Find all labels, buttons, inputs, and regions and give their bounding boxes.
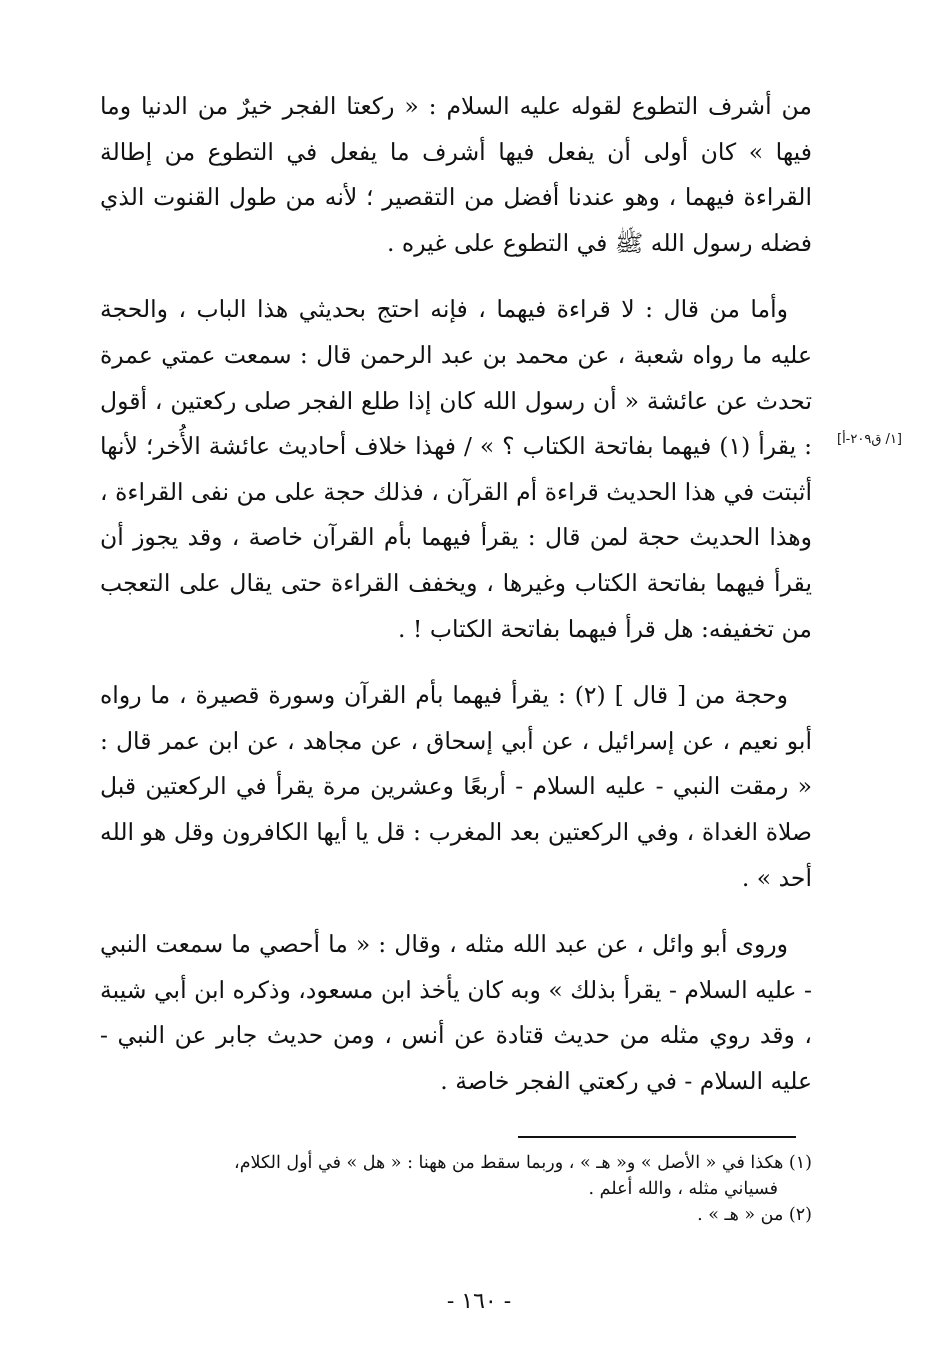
footnotes	[100, 1150, 812, 1228]
footnote-1: (١) هكذا في « الأصل » و« هـ » ، وربما سقط من ههنا : « هل » في أول الكلام،	[234, 1153, 812, 1173]
paragraph-1: من أشرف التطوع لقوله عليه السلام : « ركعتا الفجر خيرٌ من الدنيا وما فيها » كان أولى أن يفعل فيها أشرف ما يفعل في التطوع من إطالة القراءة فيهما ، وهو عندنا أفضل من التقصير ؛ لأنه من طول القنوت الذي فضله رسول الله ﷺ في التطوع على غيره .	[100, 92, 812, 257]
paragraph-2: وأما من قال : لا قراءة فيهما ، فإنه احتج بحديثي هذا الباب ، والحجة عليه ما رواه شعبة ، عن محمد بن عبد الرحمن قال : سمعت عمتي عمرة تحدث عن عائشة « أن رسول الله كان إذا طلع الفجر صلى ركعتين ، أقول : يقرأ (١) فيهما بفاتحة الكتاب ؟ » / فهذا خلاف أحاديث عائشة الأُخر؛ لأنها أثبتت في هذا الحديث قراءة أم القرآن ، فذلك حجة على من نفى القراءة ، وهذا الحديث حجة لمن قال : يقرأ فيهما بأم القرآن خاصة ، وقد يجوز أن يقرأ فيهما بفاتحة الكتاب وغيرها ، ويخفف القراءة حتى يقال على التعجب من تخفيفه: هل قرأ فيهما بفاتحة الكتاب ! .	[100, 295, 813, 643]
footnote-2: (٢) من « هـ » .	[697, 1205, 812, 1225]
page-number: - ١٦٠ -	[446, 1289, 512, 1314]
manuscript-folio-reference: [١/ ق٢٠٩-أ]	[837, 432, 902, 447]
paragraph-3: وحجة من [ قال ] (٢) : يقرأ فيهما بأم القرآن وسورة قصيرة ، ما رواه أبو نعيم ، عن إسرائيل ، عن أبي إسحاق ، عن مجاهد ، عن ابن عمر قال : « رمقت النبي - عليه السلام - أربعًا وعشرين مرة يقرأ في الركعتين قبل صلاة الغداة ، وفي الركعتين بعد المغرب : قل يا أيها الكافرون وقل هو الله أحد » .	[100, 681, 812, 892]
footnote-separator	[518, 1136, 796, 1138]
footnote-1-continuation: فسياني مثله ، والله أعلم .	[588, 1179, 778, 1199]
paragraph-4: وروى أبو وائل ، عن عبد الله مثله ، وقال : « ما أحصي ما سمعت النبي - عليه السلام - يقرأ بذلك » وبه كان يأخذ ابن مسعود، وذكره ابن أبي شيبة ، وقد روي مثله من حديث قتادة عن أنس ، ومن حديث جابر عن النبي - عليه السلام - في ركعتي الفجر خاصة .	[100, 930, 812, 1095]
main-text	[100, 84, 812, 1125]
